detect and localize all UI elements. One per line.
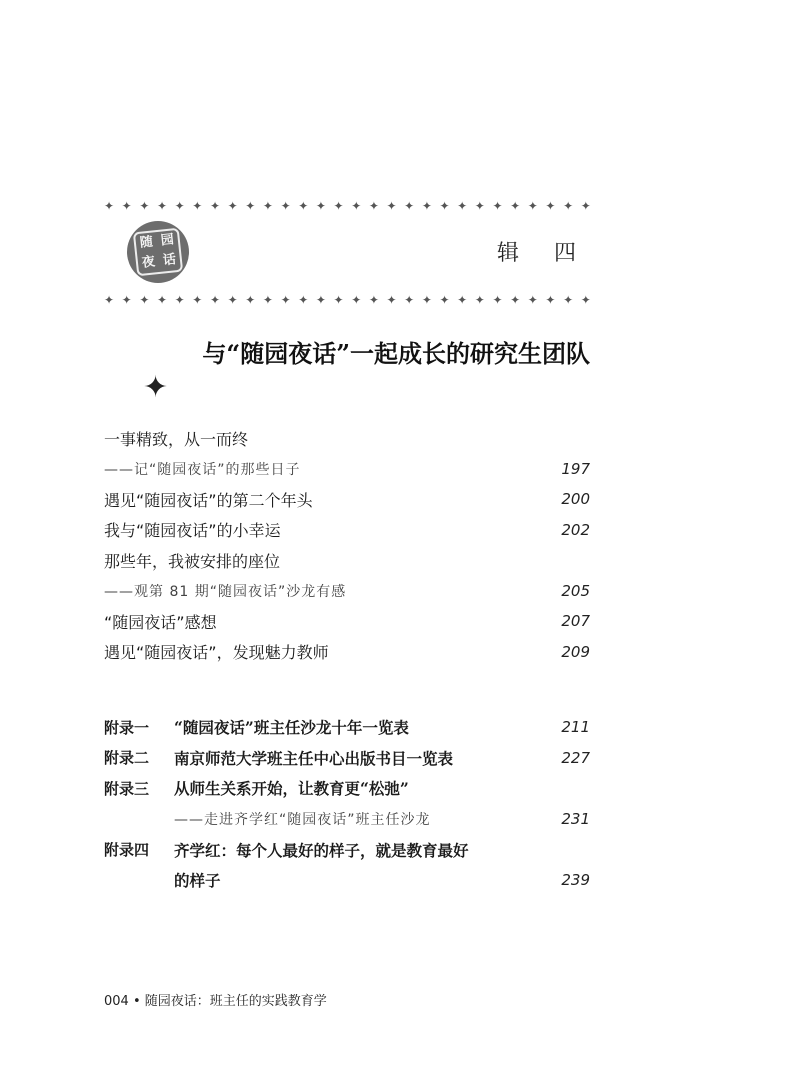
appendix-entry-continued[interactable] [104,865,590,896]
toc-entry[interactable] [104,606,590,637]
appendix-label: 附录一 [104,718,150,737]
appendix-title: “随园夜话”班主任沙龙十年一览表 [174,718,409,738]
appendix-entry-subtitle[interactable] [104,804,590,835]
running-book-title: 随园夜话：班主任的实践教育学 [144,994,327,1009]
appendix-list [104,712,590,896]
section-title: 与“随园夜话”一起成长的研究生团队 [202,339,590,368]
toc-entry-title: “随园夜话”感想 [104,612,217,632]
toc-entry-title: 我与“随园夜话”的小幸运 [104,521,281,541]
toc-entry[interactable] [104,515,590,546]
appendix-entry[interactable] [104,712,590,743]
toc-entry-title: 一事精致，从一而终 [104,429,249,449]
toc-entry-subtitle[interactable] [104,576,590,607]
appendix-title: 的样子 [174,871,221,891]
toc-entry-page: 202 [561,520,590,539]
toc-list [104,423,590,667]
toc-entry-page: 207 [561,612,590,631]
appendix-page: 239 [561,871,590,890]
section-label: 辑 四 [497,241,590,266]
bullet-separator: • [132,994,141,1009]
page-footer [104,990,327,1009]
toc-entry-subtitle[interactable] [104,454,590,485]
toc-entry-title: ——观第 81 期“随园夜话”沙龙有感 [104,583,347,600]
toc-entry-title: ——记“随园夜话”的那些日子 [104,461,301,478]
appendix-title: ——走进齐学红“随园夜话”班主任沙龙 [174,812,431,829]
appendix-entry[interactable] [104,743,590,774]
toc-entry-page: 209 [561,642,590,661]
appendix-label: 附录四 [104,841,150,860]
appendix-label: 附录二 [104,749,150,768]
toc-entry[interactable] [104,545,590,576]
toc-entry-page: 197 [561,459,590,478]
toc-entry[interactable] [104,637,590,668]
appendix-page: 231 [561,810,590,829]
toc-entry-title: 那些年，我被安排的座位 [104,551,281,571]
toc-entry[interactable] [104,423,590,454]
appendix-page: 211 [561,718,590,737]
toc-entry-title: 遇见“随园夜话”的第二个年头 [104,490,313,510]
appendix-label: 附录三 [104,779,150,798]
appendix-title: 从师生关系开始，让教育更“松弛” [174,779,409,799]
toc-entry[interactable] [104,484,590,515]
toc-entry-title: 遇见“随园夜话”，发现魅力教师 [104,643,329,663]
star-ornament-icon: ✦ [143,370,169,405]
appendix-title: 齐学红：每个人最好的样子，就是教育最好 [174,840,469,860]
appendix-title: 南京师范大学班主任中心出版书目一览表 [174,748,454,768]
appendix-entry[interactable] [104,773,590,804]
page-number: 004 [104,994,129,1009]
toc-entry-page: 205 [561,581,590,600]
appendix-entry[interactable] [104,834,590,865]
toc-entry-page: 200 [561,490,590,509]
diamond-divider-bottom: ✦ ✦ ✦ ✦ ✦ ✦ ✦ ✦ ✦ ✦ ✦ ✦ ✦ ✦ ✦ ✦ ✦ ✦ ✦ ✦ ✦ ✦ ✦ ✦ ✦ ✦ ✦ ✦ [104,293,591,307]
series-logo-badge: 随 园 夜 话 [127,221,189,283]
diamond-divider-top: ✦ ✦ ✦ ✦ ✦ ✦ ✦ ✦ ✦ ✦ ✦ ✦ ✦ ✦ ✦ ✦ ✦ ✦ ✦ ✦ ✦ ✦ ✦ ✦ ✦ ✦ ✦ ✦ [104,199,591,213]
appendix-page: 227 [561,748,590,767]
